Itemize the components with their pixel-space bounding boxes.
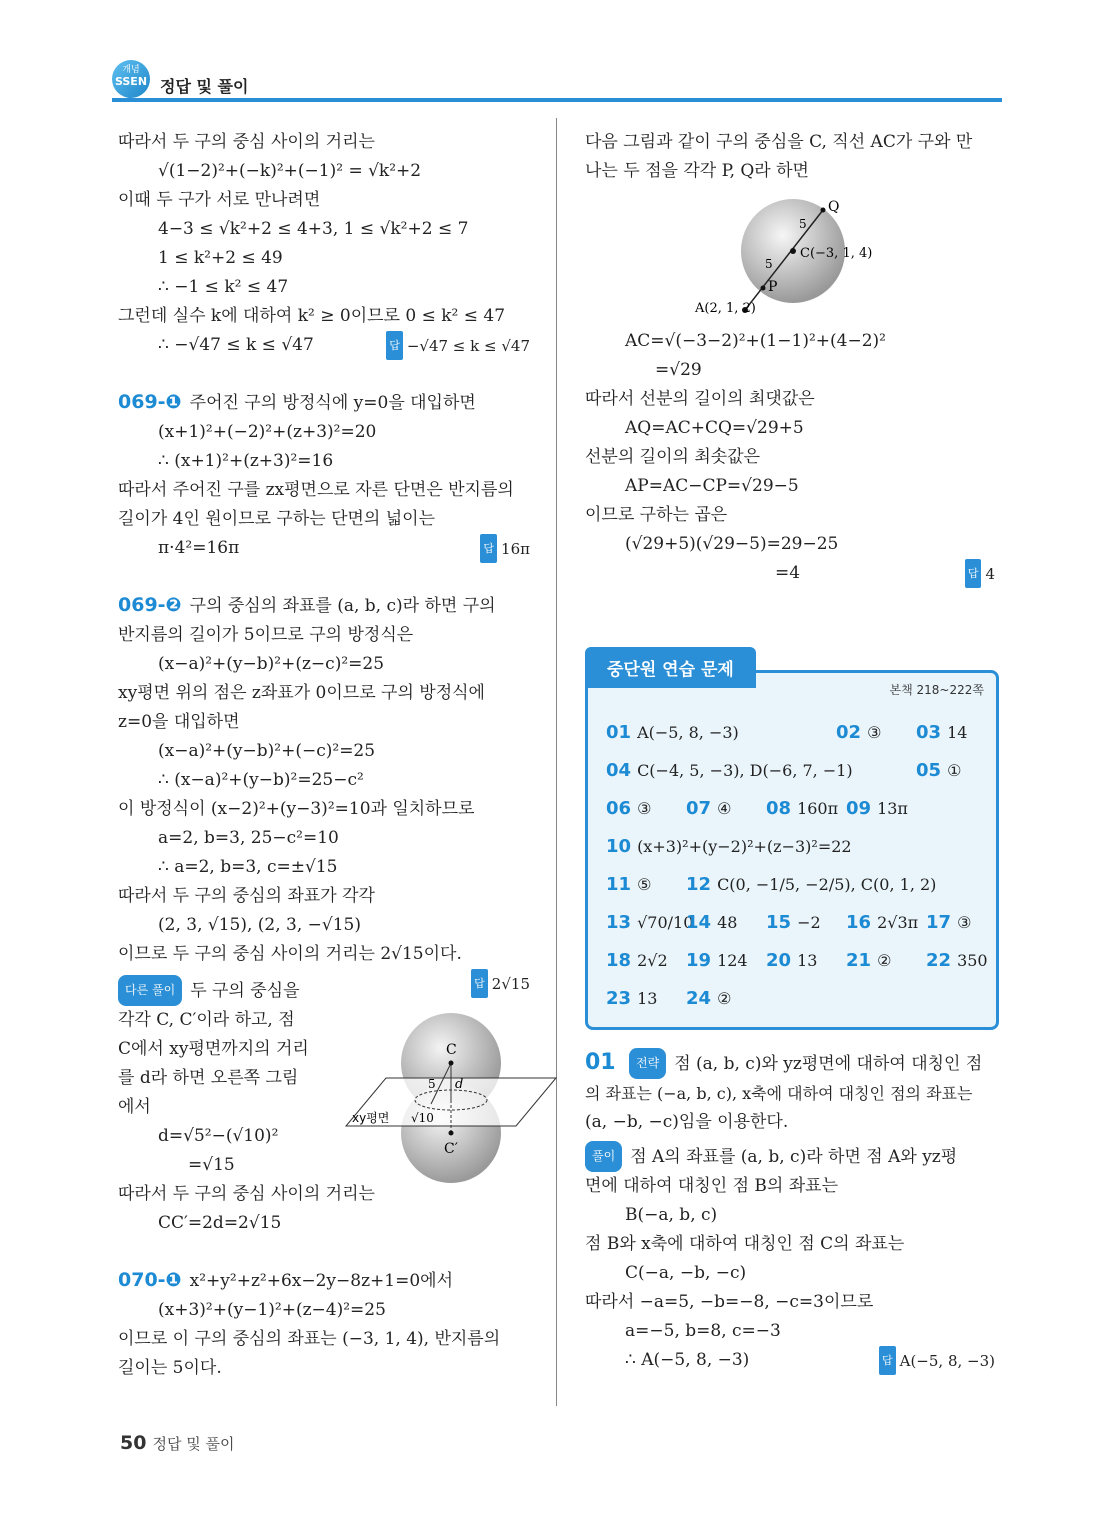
footer-text: 정답 및 풀이 bbox=[152, 1435, 235, 1453]
answer-value: A(−5, 8, −3) bbox=[637, 722, 739, 742]
answer-item bbox=[686, 988, 766, 1009]
solution-body-header bbox=[585, 1141, 995, 1172]
text-line: 를 d라 하면 오른쪽 그림 bbox=[118, 1068, 299, 1088]
answer-value: ③ bbox=[957, 912, 972, 932]
problem-header bbox=[118, 591, 530, 621]
math-line: (2, 3, √15), (2, 3, −√15) bbox=[158, 915, 362, 935]
answer-item bbox=[606, 911, 694, 933]
answer-value: 13 bbox=[797, 950, 818, 970]
text: 점 A의 좌표를 (a, b, c)라 하면 점 A와 yz평 bbox=[630, 1147, 958, 1167]
answer-line bbox=[118, 331, 530, 360]
answer-value: C(0, −1/5, −2/5), C(0, 1, 2) bbox=[717, 874, 937, 894]
point-p bbox=[761, 286, 766, 291]
two-spheres-figure bbox=[352, 1008, 556, 1188]
math-line: AQ=AC+CQ=√29+5 bbox=[625, 418, 804, 438]
label-p: P bbox=[768, 279, 778, 295]
label-a: A(2, 1, 2) bbox=[695, 301, 756, 316]
answer-number: 06 bbox=[606, 797, 632, 819]
text-line: 이때 두 구가 서로 만나려면 bbox=[118, 190, 321, 210]
math-line: (x+1)²+(−2)²+(z+3)²=20 bbox=[158, 422, 377, 442]
text-line: 각각 C, C′이라 하고, 점 bbox=[118, 1010, 295, 1030]
answer-number: 21 bbox=[846, 949, 872, 971]
answer-row bbox=[606, 903, 986, 941]
answer-item bbox=[686, 798, 766, 819]
answer bbox=[965, 559, 995, 589]
text-line: (a, −b, −c)임을 이용한다. bbox=[585, 1112, 789, 1132]
answer bbox=[480, 534, 530, 564]
text-line: 따라서 선분의 길이의 최댓값은 bbox=[585, 389, 815, 409]
answer-item bbox=[916, 722, 976, 743]
answer-number: 13 bbox=[606, 911, 632, 933]
answer-row bbox=[606, 827, 986, 865]
answer-item bbox=[606, 760, 916, 781]
text-line: 반지름의 길이가 5이므로 구의 방정식은 bbox=[118, 625, 414, 645]
text-line: 이므로 두 구의 중심 사이의 거리는 2√15이다. bbox=[118, 944, 462, 964]
answer-value: ① bbox=[947, 760, 962, 780]
answer-item bbox=[846, 912, 926, 933]
answer bbox=[471, 969, 530, 999]
math-line: 1 ≤ k²+2 ≤ 49 bbox=[158, 248, 283, 268]
label-five-upper: 5 bbox=[799, 217, 807, 231]
answer bbox=[386, 331, 530, 361]
answer bbox=[879, 1346, 995, 1376]
answer-item bbox=[916, 760, 976, 781]
answer-item bbox=[846, 798, 926, 819]
math-line: a=−5, b=8, c=−3 bbox=[625, 1321, 781, 1341]
text-line: 다음 그림과 같이 구의 중심을 C, 직선 AC가 구와 만 bbox=[585, 132, 973, 152]
math-line: ∴ −1 ≤ k² ≤ 47 bbox=[158, 277, 289, 297]
answer-value: ③ bbox=[867, 722, 882, 742]
answer-value: ② bbox=[877, 950, 892, 970]
math-line: =√29 bbox=[655, 360, 702, 380]
math-line: C(−a, −b, −c) bbox=[625, 1263, 747, 1283]
answer-number: 05 bbox=[916, 759, 942, 781]
answer-number: 01 bbox=[606, 721, 632, 743]
answer-item bbox=[766, 912, 846, 933]
answer-value: 16π bbox=[501, 540, 530, 558]
page-footer bbox=[120, 1432, 234, 1454]
math-line: (x−a)²+(y−b)²+(z−c)²=25 bbox=[158, 654, 385, 674]
answer-value: 2√2 bbox=[637, 950, 668, 970]
answer-number: 09 bbox=[846, 797, 872, 819]
label-radius: √10 bbox=[411, 1111, 434, 1125]
answer-value: ⑤ bbox=[637, 874, 652, 894]
answer-number: 08 bbox=[766, 797, 792, 819]
math-line: (√29+5)(√29−5)=29−25 bbox=[625, 534, 839, 554]
alt-solution-header bbox=[118, 975, 530, 1006]
column-divider bbox=[556, 118, 557, 1406]
math-line: a=2, b=3, 25−c²=10 bbox=[158, 828, 339, 848]
answer-item bbox=[606, 722, 836, 743]
text-line: 에서 bbox=[118, 1097, 151, 1117]
answer-value: ② bbox=[717, 988, 732, 1008]
text-line: 길이가 4인 원이므로 구하는 단면의 넓이는 bbox=[118, 509, 436, 529]
answer-number: 24 bbox=[686, 987, 712, 1009]
answer-grid bbox=[606, 713, 986, 1017]
answer-value: 14 bbox=[947, 722, 968, 742]
strategy-tag: 전략 bbox=[629, 1048, 666, 1079]
problem-header bbox=[118, 388, 530, 418]
text: 주어진 구의 방정식에 y=0을 대입하면 bbox=[189, 393, 476, 413]
label-plane: xy평면 bbox=[352, 1111, 390, 1125]
answer-item bbox=[606, 836, 976, 857]
answer-line bbox=[585, 1346, 995, 1375]
answer-line bbox=[585, 559, 995, 588]
answer-row bbox=[606, 865, 986, 903]
solution-header bbox=[585, 1048, 995, 1079]
math-line: AP=AC−CP=√29−5 bbox=[625, 476, 799, 496]
answer-value: 13π bbox=[877, 798, 908, 818]
header-rule bbox=[112, 98, 1002, 102]
text-line: 따라서 두 구의 중심 사이의 거리는 bbox=[118, 132, 375, 152]
answer-number: 11 bbox=[606, 873, 632, 895]
point-q bbox=[821, 208, 826, 213]
answer-value: ④ bbox=[717, 798, 732, 818]
answer-number: 20 bbox=[766, 949, 792, 971]
math-line: √(1−2)²+(−k)²+(−1)² = √k²+2 bbox=[158, 161, 422, 181]
answer-tag: 답 bbox=[471, 969, 488, 998]
math-text: =4 bbox=[775, 563, 801, 583]
math-text: ∴ A(−5, 8, −3) bbox=[625, 1350, 750, 1370]
math-line: AC=√(−3−2)²+(1−1)²+(4−2)² bbox=[625, 331, 886, 351]
label-five: 5 bbox=[428, 1077, 436, 1091]
answer-tag: 답 bbox=[965, 559, 982, 588]
answer-row bbox=[606, 713, 986, 751]
answer-value: (x+3)²+(y−2)²+(z−3)²=22 bbox=[637, 836, 852, 856]
text-line: 따라서 두 구의 중심 사이의 거리는 bbox=[118, 1184, 375, 1204]
text-line: 이므로 이 구의 중심의 좌표는 (−3, 1, 4), 반지름의 bbox=[118, 1329, 501, 1349]
answer-value: 124 bbox=[717, 950, 748, 970]
problem-header bbox=[118, 1266, 530, 1296]
text: 구의 중심의 좌표를 (a, b, c)라 하면 구의 bbox=[189, 596, 496, 616]
math-line: CC′=2d=2√15 bbox=[158, 1213, 282, 1233]
answer-number: 23 bbox=[606, 987, 632, 1009]
practice-box-title: 중단원 연습 문제 bbox=[585, 647, 756, 688]
answer-value: A(−5, 8, −3) bbox=[899, 1352, 995, 1370]
answer-number: 10 bbox=[606, 835, 632, 857]
answer-row bbox=[606, 789, 986, 827]
label-d: d bbox=[455, 1077, 464, 1092]
text-line: 점 B와 x축에 대하여 대칭인 점 C의 좌표는 bbox=[585, 1234, 905, 1254]
text-line: 따라서 주어진 구를 zx평면으로 자른 단면은 반지름의 bbox=[118, 480, 514, 500]
answer-item bbox=[686, 950, 766, 971]
text-line: C에서 xy평면까지의 거리 bbox=[118, 1039, 309, 1059]
answer-number: 15 bbox=[766, 911, 792, 933]
answer-value: 2√3π bbox=[877, 912, 919, 932]
solution-number: 01 bbox=[585, 1050, 616, 1075]
text: x²+y²+z²+6x−2y−8z+1=0에서 bbox=[189, 1271, 454, 1291]
text-line: 길이는 5이다. bbox=[118, 1358, 222, 1378]
answer-item bbox=[606, 798, 686, 819]
answer-number: 16 bbox=[846, 911, 872, 933]
answer-value: C(−4, 5, −3), D(−6, 7, −1) bbox=[637, 760, 853, 780]
answer-row bbox=[606, 751, 986, 789]
answer-tag: 답 bbox=[480, 534, 497, 563]
answer-item bbox=[686, 912, 766, 933]
text-line: 의 좌표는 (−a, b, c), x축에 대하여 대칭인 점의 좌표는 bbox=[585, 1084, 973, 1103]
answer-number: 07 bbox=[686, 797, 712, 819]
answer-tag: 답 bbox=[879, 1346, 896, 1375]
right-column bbox=[585, 128, 995, 1376]
answer-item bbox=[846, 950, 926, 971]
text-line: 따라서 두 구의 중심의 좌표가 각각 bbox=[118, 886, 375, 906]
label-five-lower: 5 bbox=[765, 257, 773, 271]
logo-brand-text: SSEN bbox=[114, 75, 148, 88]
header-title: 정답 및 풀이 bbox=[160, 77, 249, 96]
answer-number: 18 bbox=[606, 949, 632, 971]
answer-number: 03 bbox=[916, 721, 942, 743]
label-c-prime: C′ bbox=[444, 1141, 458, 1157]
math-line: B(−a, b, c) bbox=[625, 1205, 718, 1225]
problem-number: 069-❶ bbox=[118, 391, 182, 413]
math-line: ∴ (x−a)²+(y−b)²=25−c² bbox=[158, 770, 364, 790]
answer-number: 04 bbox=[606, 759, 632, 781]
math-line: d=√5²−(√10)² bbox=[158, 1126, 279, 1146]
answer-number: 02 bbox=[836, 721, 862, 743]
math-line: ∴ a=2, b=3, c=±√15 bbox=[158, 857, 338, 877]
math-line: 4−3 ≤ √k²+2 ≤ 4+3, 1 ≤ √k²+2 ≤ 7 bbox=[158, 219, 469, 239]
text-line: 나는 두 점을 각각 P, Q라 하면 bbox=[585, 161, 809, 181]
answer-value: 4 bbox=[985, 565, 995, 583]
text-line: 이 방정식이 (x−2)²+(y−3)²=10과 일치하므로 bbox=[118, 799, 475, 819]
problem-number: 070-❶ bbox=[118, 1269, 182, 1291]
answer-tag: 답 bbox=[386, 331, 403, 360]
text-line: 선분의 길이의 최솟값은 bbox=[585, 447, 761, 467]
math-text: ∴ −√47 ≤ k ≤ √47 bbox=[158, 335, 314, 355]
answer-value: ③ bbox=[637, 798, 652, 818]
math-text: π·4²=16π bbox=[158, 538, 240, 558]
math-line: ∴ (x+1)²+(z+3)²=16 bbox=[158, 451, 334, 471]
answer-item bbox=[606, 874, 686, 895]
label-q: Q bbox=[828, 199, 840, 215]
point-c bbox=[790, 248, 796, 254]
answer-value: 2√15 bbox=[491, 975, 530, 993]
answer-item bbox=[606, 950, 686, 971]
solution-tag: 풀이 bbox=[585, 1141, 622, 1172]
answer-value: 48 bbox=[717, 912, 738, 932]
text: 점 (a, b, c)와 yz평면에 대하여 대칭인 점 bbox=[674, 1054, 983, 1074]
answer-row bbox=[606, 979, 986, 1017]
practice-box-reference: 본책 218~222쪽 bbox=[889, 683, 984, 697]
answer-item bbox=[606, 988, 686, 1009]
answer-number: 17 bbox=[926, 911, 952, 933]
logo-top-text: 개념 bbox=[122, 65, 140, 75]
center-c-point bbox=[449, 1061, 454, 1066]
text-line: 면에 대하여 대칭인 점 B의 좌표는 bbox=[585, 1176, 838, 1196]
text-line: 따라서 −a=5, −b=−8, −c=3이므로 bbox=[585, 1292, 874, 1312]
math-line: (x+3)²+(y−1)²+(z−4)²=25 bbox=[158, 1300, 386, 1320]
center-c-prime-point bbox=[449, 1131, 454, 1136]
text-line: xy평면 위의 점은 z좌표가 0이므로 구의 방정식에 bbox=[118, 683, 485, 703]
answer-item bbox=[766, 950, 846, 971]
answer-number: 22 bbox=[926, 949, 952, 971]
answer-number: 19 bbox=[686, 949, 712, 971]
sphere-figure bbox=[585, 188, 995, 318]
answer-item bbox=[926, 950, 986, 971]
text-line: z=0을 대입하면 bbox=[118, 712, 240, 732]
answer-value: 350 bbox=[957, 950, 988, 970]
answer-item bbox=[926, 912, 986, 933]
page-number: 50 bbox=[120, 1432, 147, 1454]
answer-value: √70/10 bbox=[637, 912, 694, 932]
answer-value: 13 bbox=[637, 988, 658, 1008]
left-column bbox=[118, 128, 530, 1383]
answer-item bbox=[686, 874, 976, 895]
page-header bbox=[112, 60, 1002, 104]
math-line: (x−a)²+(y−b)²+(−c)²=25 bbox=[158, 741, 376, 761]
text-line: 그런데 실수 k에 대하여 k² ≥ 0이므로 0 ≤ k² ≤ 47 bbox=[118, 306, 506, 326]
answer-number: 14 bbox=[686, 911, 712, 933]
label-c: C(−3, 1, 4) bbox=[800, 246, 873, 261]
text: 두 구의 중심을 bbox=[190, 981, 300, 1001]
answer-value: −√47 ≤ k ≤ √47 bbox=[406, 337, 530, 355]
answer-item bbox=[836, 722, 916, 743]
answer-row bbox=[606, 941, 986, 979]
brand-logo bbox=[112, 60, 150, 98]
answer-number: 12 bbox=[686, 873, 712, 895]
practice-answers-box bbox=[585, 660, 999, 1030]
answer-value: −2 bbox=[797, 912, 821, 932]
alt-solution-tag: 다른 풀이 bbox=[118, 975, 182, 1006]
problem-number: 069-❷ bbox=[118, 594, 182, 616]
answer-item bbox=[766, 798, 846, 819]
label-c: C bbox=[446, 1042, 457, 1058]
text-line: 이므로 구하는 곱은 bbox=[585, 505, 728, 525]
answer-value: 160π bbox=[797, 798, 839, 818]
math-line: =√15 bbox=[188, 1155, 235, 1175]
answer-line bbox=[118, 534, 530, 563]
